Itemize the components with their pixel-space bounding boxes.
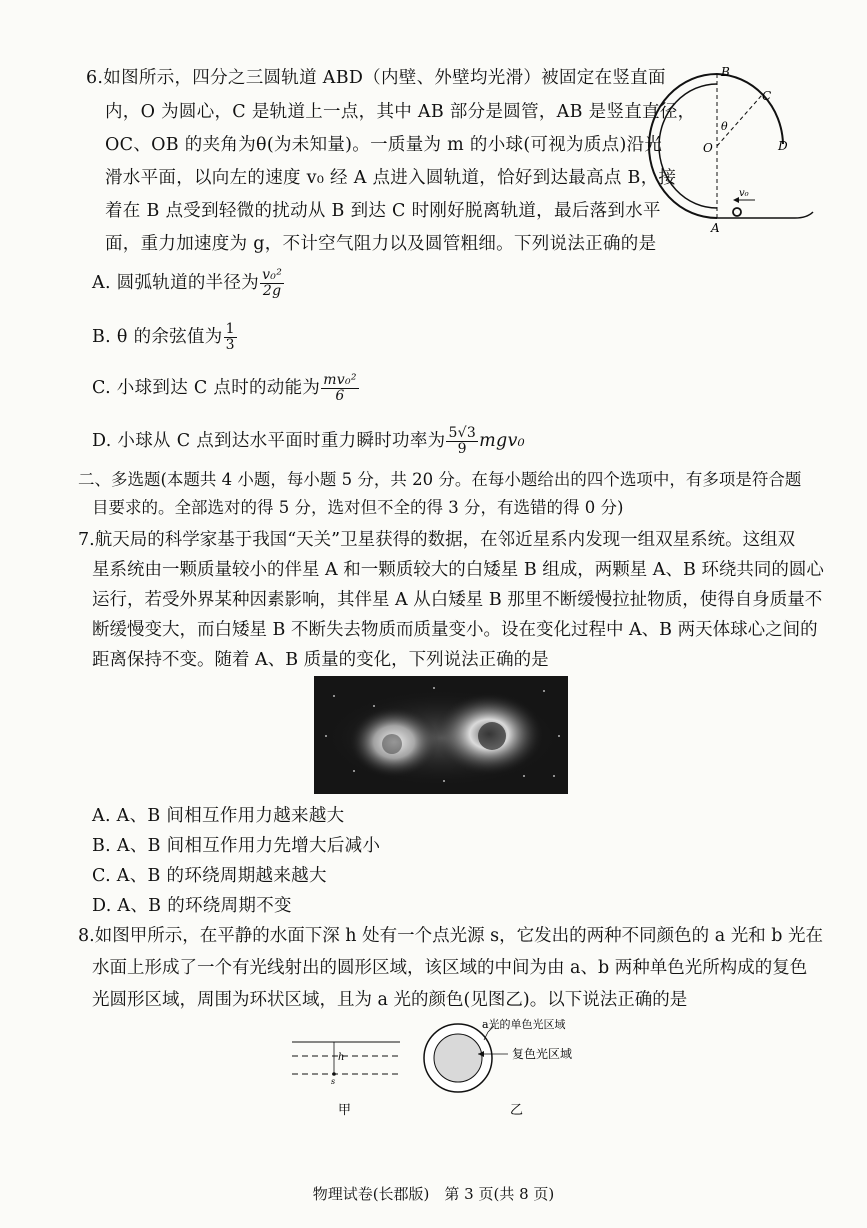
q6-line-2: 内，O 为圆心，C 是轨道上一点，其中 AB 部分是圆管，AB 是竖直直径， xyxy=(105,102,696,122)
q6-option-b-num: 1 xyxy=(225,321,235,337)
q8-annot-center: 复色光区域 xyxy=(512,1047,573,1061)
q7-option-c: C. A、B 的环绕周期越来越大 xyxy=(92,866,327,886)
q6-option-a-den: 2g xyxy=(262,283,282,299)
q6-option-b-den: 3 xyxy=(225,337,235,353)
q6-fig-label-o: O xyxy=(703,141,713,155)
q8-figure-yi xyxy=(418,1014,618,1126)
page-footer: 物理试卷(长郡版) 第 3 页(共 8 页) xyxy=(312,1185,555,1203)
q6-option-b-text: B. θ 的余弦值为 xyxy=(92,327,223,347)
q7-line-3: 运行，若受外界某种因素影响，其伴星 A 从白矮星 B 那里不断缓慢拉扯物质，使得自身质量不 xyxy=(92,590,823,610)
q6-option-d-text: D. 小球从 C 点到达水平面时重力瞬时功率为 xyxy=(92,431,446,451)
q6-option-a-text: A. 圆弧轨道的半径为 xyxy=(92,273,260,293)
q6-option-a-fraction xyxy=(260,268,284,299)
q6-option-b-fraction xyxy=(224,322,237,353)
q7-line-4: 断缓慢变大，而白矮星 B 不断失去物质而质量变小。设在变化过程中 A、B 两天体球心之间的 xyxy=(92,620,818,640)
q6-fig-label-theta: θ xyxy=(721,120,728,133)
q7-line-2: 星系统由一颗质量较小的伴星 A 和一颗质较大的白矮星 B 组成，两颗星 A、B 环绕共同的圆心 xyxy=(92,560,824,580)
q6-fig-label-d: D xyxy=(778,139,788,153)
q6-option-b xyxy=(92,322,238,353)
q6-line-5: 着在 B 点受到轻微的扰动从 B 到达 C 时刚好脱离轨道，最后落到水平 xyxy=(105,201,661,221)
q6-option-d-den: 9 xyxy=(457,441,467,457)
q6-line-1: 6.如图所示，四分之三圆轨道 ABD（内壁、外壁均光滑）被固定在竖直面 xyxy=(86,68,666,88)
q7-option-b: B. A、B 间相互作用力先增大后减小 xyxy=(92,836,381,856)
q8-fig-label-h: h xyxy=(338,1052,345,1063)
q6-fig-label-b: B xyxy=(721,65,730,79)
q6-line-4: 滑水平面，以向左的速度 v₀ 经 A 点进入圆轨道，恰好到达最高点 B，接 xyxy=(105,168,677,188)
q6-option-c-text: C. 小球到达 C 点时的动能为 xyxy=(92,378,321,398)
q7-option-a: A. A、B 间相互作用力越来越大 xyxy=(92,806,345,826)
q6-line-3: OC、OB 的夹角为θ(为未知量)。一质量为 m 的小球(可视为质点)沿光 xyxy=(105,135,663,155)
q6-fig-label-a: A xyxy=(711,221,720,235)
section2-header-line-1: 二、多选题(本题共 4 小题，每小题 5 分，共 20 分。在每小题给出的四个选项中，有多项是符合题 xyxy=(78,470,802,489)
q8-line-1: 8.如图甲所示，在平静的水面下深 h 处有一个点光源 s，它发出的两种不同颜色的 a 光和 b 光在 xyxy=(78,926,824,946)
q6-option-c-fraction xyxy=(321,373,359,404)
q6-line-6: 面，重力加速度为 g，不计空气阻力以及圆管粗细。下列说法正确的是 xyxy=(105,234,657,254)
q6-option-c-num: mv₀² xyxy=(323,372,357,388)
q6-option-d-num: 5√3 xyxy=(448,425,477,441)
q8-figure-jia xyxy=(288,1034,408,1124)
q8-caption-jia: 甲 xyxy=(338,1103,352,1118)
q6-option-d xyxy=(92,426,525,457)
section2-header-line-2: 目要求的。全部选对的得 5 分，选对但不全的得 3 分，有选错的得 0 分) xyxy=(92,498,624,517)
q8-caption-yi: 乙 xyxy=(510,1103,524,1118)
q6-option-c-den: 6 xyxy=(335,388,345,404)
q6-fig-label-c: C xyxy=(762,89,772,103)
q8-annot-ring: a光的单色光区域 xyxy=(482,1018,566,1031)
q6-option-a xyxy=(92,268,285,299)
q8-line-2: 水面上形成了一个有光线射出的圆形区域，该区域的中间为由 a、b 两种单色光所构成的复色 xyxy=(92,958,808,978)
q8-fig-label-s: s xyxy=(331,1077,336,1086)
q8-line-3: 光圆形区域，周围为环状区域，且为 a 光的颜色(见图乙)。以下说法正确的是 xyxy=(92,990,688,1010)
q6-option-a-num: v₀² xyxy=(262,267,283,283)
q6-option-d-suffix: mgv₀ xyxy=(479,431,525,451)
q7-line-5: 距离保持不变。随着 A、B 质量的变化，下列说法正确的是 xyxy=(92,650,549,670)
q6-option-c xyxy=(92,373,360,404)
q6-circular-track-figure xyxy=(645,60,815,235)
q6-fig-label-v0: v₀ xyxy=(739,188,749,199)
binary-star-image xyxy=(314,676,568,794)
q7-option-d: D. A、B 的环绕周期不变 xyxy=(92,896,292,916)
q7-line-1: 7.航天局的科学家基于我国“天关”卫星获得的数据，在邻近星系内发现一组双星系统。这组双 xyxy=(78,530,796,550)
q6-option-d-fraction xyxy=(446,426,478,457)
